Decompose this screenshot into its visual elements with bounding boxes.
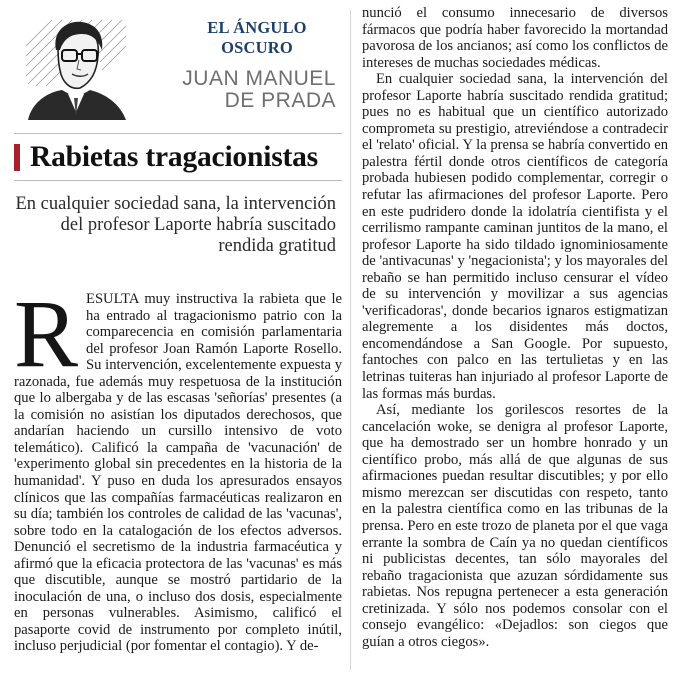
- headline-rule: [14, 180, 342, 181]
- column-divider: [350, 10, 351, 670]
- paragraph-1-text: ESULTA muy instructiva la rabieta que le ha entrado al tragacionismo patrio con la comparecencia en comisión parlamentaria del profesor Joan Ramón Laporte Rosello. Su intervención, excelentemente expuesta y razonada, fue además muy respetuosa de la institución que lo albergaba y de las escasas 'señorías' presentes (a la comisión no asistían los diputados derechosos, que andarían haciendo un cursillo intensivo de voto telemático). Calificó la campaña de 'vacunación' de 'experimento global sin precedentes en la historia de la humanidad'. Y puso en duda los apresurados ensayos clínicos que las compañías farmacéuticas realizaron en su día; también los controles de calidad de las 'vacunas', sobre todo en la catalogación de los efectos adversos. Denunció el secretismo de la industria farmacéutica y afirmó que la eficacia protectora de las 'vacunas' es más que discutible, aunque se mostró partidario de la inoculación de una, o incluso dos dosis, especialmente en personas vulnerables. Asimismo, calificó el pasaporte covid de instrumento por completo inútil, incluso perjudicial (por fomentar el contagio). Y de-: [14, 291, 342, 655]
- article-column-left: [14, 280, 342, 655]
- drop-cap: R: [14, 280, 79, 387]
- paragraph-2: En cualquier sociedad sana, la intervención del profesor Laporte habría suscitado rendida gratitud; pues no es habitual que un científico autorizado comprometa su prestigio, atreviéndose a contradecir el 'relato' oficial. Y la prensa se habría convertido en palestra fértil donde otros científicos de categoría probada hubiesen podido complementar, corregir o refutar las afirmaciones del profesor Laporte. Pero en este pudridero donde la idolatría cientifista y el cerrilismo rampante caminan juntitos de la mano, el profesor Laporte ha sido tildado ignominiosamente de 'antivacunas' y 'negacionista'; y los mayorales del rebaño se han permitido incluso censurar el vídeo de su intervención y movilizar a sus agencias 'verificadoras', donde becarios ignaros estigmatizan alegremente a los disidentes más doctos, encomendándose a San Google. Por supuesto, fantoches con palco en las tertulietas y en las letrinas tuiteras han injuriado al profesor Laporte de las formas más burdas.: [362, 71, 668, 402]
- paragraph-1: [14, 280, 342, 655]
- author-portrait: [22, 16, 130, 120]
- section-title: EL ÁNGULO OSCURO: [207, 18, 307, 57]
- author-name-line1: JUAN MANUEL: [182, 67, 336, 90]
- headline-accent-bar: [14, 144, 20, 171]
- paragraph-1-continued: nunció el consumo innecesario de diversos fármacos que podría haber favorecido la mortandad pavorosa de los ancianos; así como los conflictos de intereses de muchas sociedades médicas.: [362, 5, 668, 71]
- article-column-right: [362, 5, 668, 650]
- top-rule: [14, 133, 342, 134]
- paragraph-3: Así, mediante los gorilescos resortes de la cancelación woke, se denigra al profesor Laporte, que ha demostrado ser un hombre honrado y un científico probo, más allá de que algunas de sus afirmaciones puedan resultar discutibles; y por ello mismo merezcan ser discutidas con respeto, tanto en la palestra científica como en las tribunas de la prensa. Pero en este trozo de planeta por el que vaga errante la sombra de Caín ya no quedan científicos ni publicistas decentes, tan sólo mayorales del rebaño tragacionista que azuzan sórdidamente sus rabietas. Nos repugna pertenecer a esta generación cretinizada. Y sólo nos podemos consolar con el consejo evangélico: «Dejadlos: son ciegos que guían a otros ciegos».: [362, 402, 668, 650]
- headline: Rabietas tragacionistas: [30, 141, 318, 173]
- author-name: [150, 68, 336, 112]
- author-name-line2: DE PRADA: [224, 89, 336, 112]
- headline-block: [14, 140, 342, 176]
- deck-subheadline: En cualquier sociedad sana, la intervención del profesor Laporte habría suscitado rendida gratitud: [15, 194, 336, 256]
